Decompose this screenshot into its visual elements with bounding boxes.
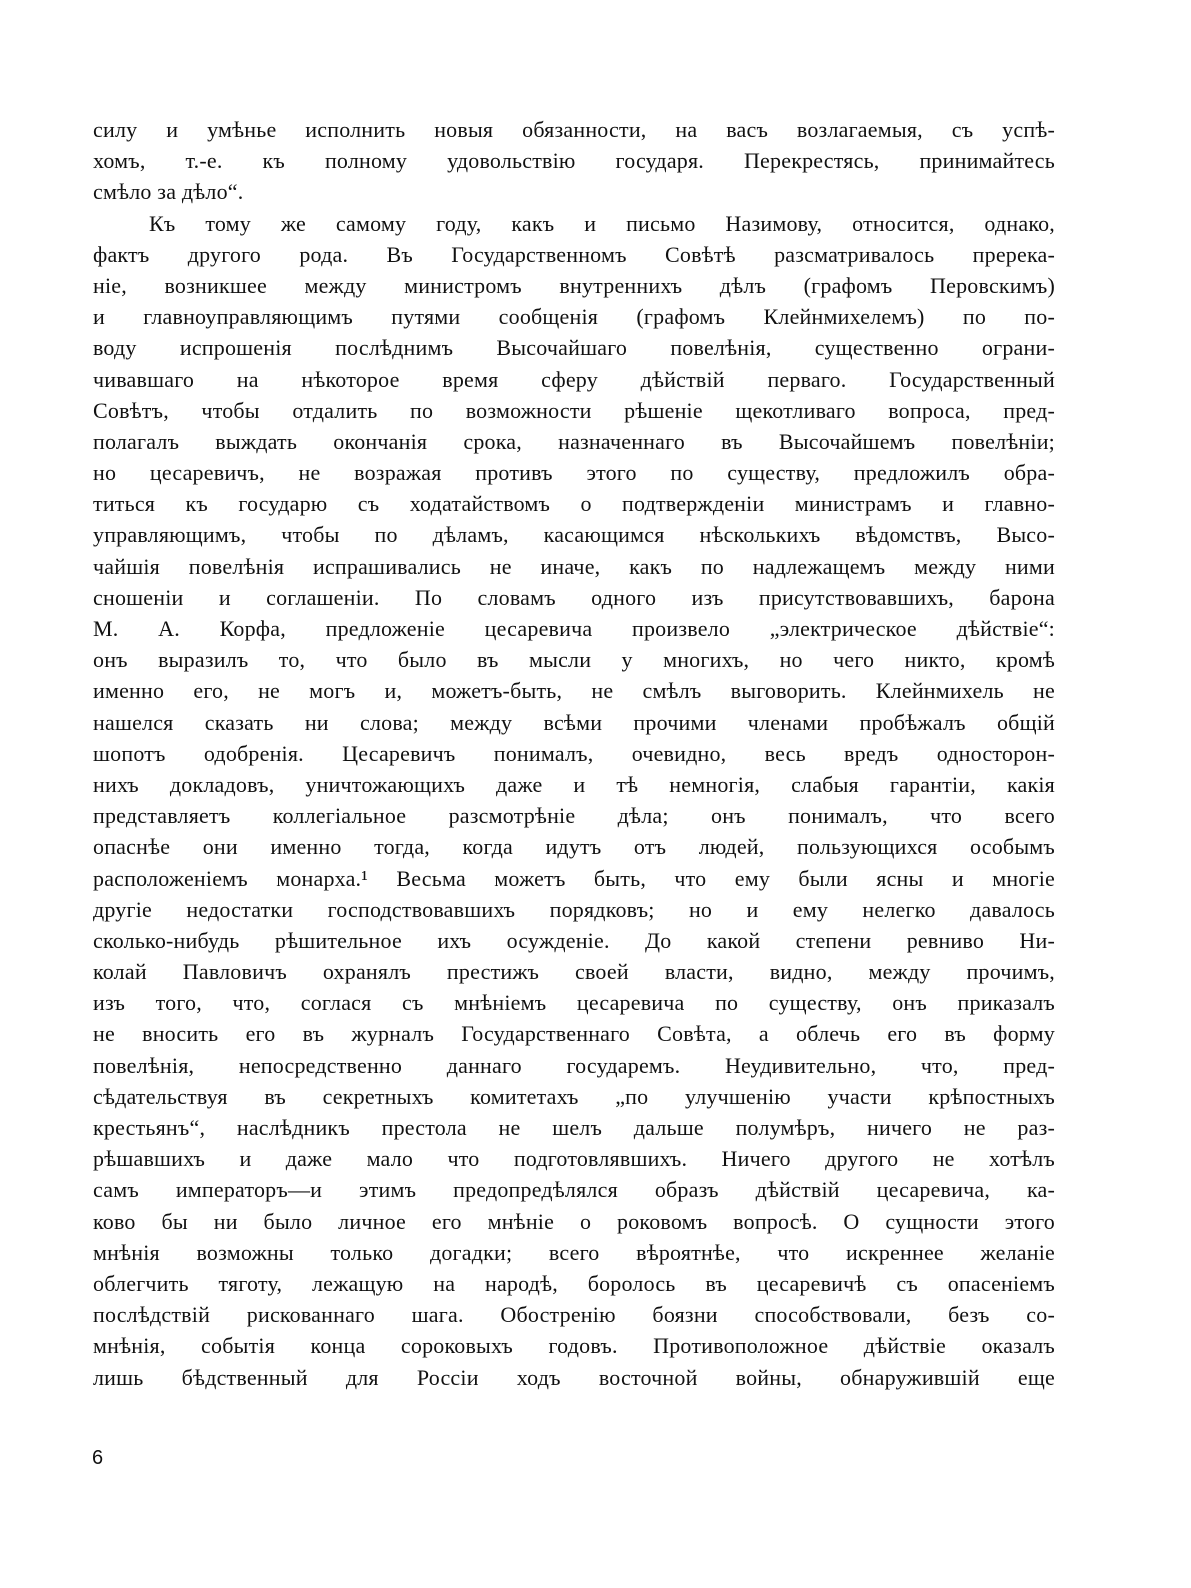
text-line: но цесаревичъ, не возражая противъ этого по существу, предложилъ обра- xyxy=(93,460,1055,486)
text-line: опаснѣе они именно тогда, когда идутъ отъ людей, пользующихся особымъ xyxy=(93,834,1055,860)
text-line: лишь бѣдственный для Россіи ходъ восточной войны, обнаружившій еще xyxy=(93,1364,1055,1390)
text-line: ково бы ни было личное его мнѣніе о роковомъ вопросѣ. О сущности этого xyxy=(93,1208,1055,1234)
text-line: и главноуправляющимъ путями сообщенія (графомъ Клейнмихелемъ) по по- xyxy=(93,304,1055,330)
text-line: чайшія повелѣнія испрашивались не иначе, какъ по надлежащемъ между ними xyxy=(93,553,1055,579)
text-line: не вносить его въ журналъ Государственнаго Совѣта, а облечь его въ форму xyxy=(93,1021,1055,1047)
text-line: рѣшавшихъ и даже мало что подготовлявшихъ. Ничего другого не хотѣлъ xyxy=(93,1146,1055,1172)
text-line: крестьянъ“, наслѣдникъ престола не шелъ дальше полумѣръ, ничего не раз- xyxy=(93,1115,1055,1140)
text-line: силу и умѣнье исполнить новыя обязанности, на васъ возлагаемыя, съ успѣ- xyxy=(93,117,1055,142)
text-line: хомъ, т.-е. къ полному удовольствію государя. Перекрестясь, принимайтесь xyxy=(93,148,1055,174)
text-line: мнѣнія, событія конца сороковыхъ годовъ. Противоположное дѣйствіе оказалъ xyxy=(93,1333,1055,1359)
text-line: расположеніемъ монарха.¹ Весьма можетъ быть, что ему были ясны и многіе xyxy=(93,865,1055,891)
body-text xyxy=(93,114,1055,1393)
text-line: Къ тому же самому году, какъ и письмо Назимову, относится, однако, xyxy=(149,210,1055,236)
text-line: управляющимъ, чтобы по дѣламъ, касающимся нѣсколькихъ вѣдомствъ, Высо- xyxy=(93,522,1055,548)
text-line: сколько-нибудь рѣшительное ихъ осужденіе. До какой степени ревниво Ни- xyxy=(93,927,1055,953)
text-line: нихъ докладовъ, уничтожающихъ даже и тѣ немногія, слабыя гарантіи, какія xyxy=(93,771,1055,797)
text-line: облегчить тяготу, лежащую на народѣ, боролось въ цесаревичѣ съ опасеніемъ xyxy=(93,1270,1055,1296)
text-line: смѣло за дѣло“. xyxy=(93,179,244,205)
text-line: другіе недостатки господствовавшихъ порядковъ; но и ему нелегко давалось xyxy=(93,896,1055,922)
text-line: мнѣнія возможны только догадки; всего вѣроятнѣе, что искреннее желаніе xyxy=(93,1239,1055,1265)
text-line: ніе, возникшее между министромъ внутреннихъ дѣлъ (графомъ Перовскимъ) xyxy=(93,272,1055,298)
text-line: сношеніи и соглашеніи. По словамъ одного изъ присутствовавшихъ, барона xyxy=(93,584,1055,610)
text-line: полагалъ выждать окончанія срока, назначеннаго въ Высочайшемъ повелѣніи; xyxy=(93,428,1055,454)
text-line: изъ того, что, соглася съ мнѣніемъ цесаревича по существу, онъ приказалъ xyxy=(93,990,1055,1016)
text-line: нашелся сказать ни слова; между всѣми прочими членами пробѣжалъ общій xyxy=(93,709,1055,735)
text-line: чивавшаго на нѣкоторое время сферу дѣйствій перваго. Государственный xyxy=(93,366,1055,392)
text-line: воду испрошенія послѣднимъ Высочайшаго повелѣнія, существенно ограни- xyxy=(93,335,1055,361)
text-line: представляетъ коллегіальное разсмотрѣніе дѣла; онъ понималъ, что всего xyxy=(93,803,1055,829)
text-line: М. А. Корфа, предложеніе цесаревича произвело „электрическое дѣйствіе“: xyxy=(93,616,1055,641)
paragraph xyxy=(93,208,1055,1393)
paragraph-continuation xyxy=(93,114,1055,208)
text-line: повелѣнія, непосредственно даннаго государемъ. Неудивительно, что, пред- xyxy=(93,1052,1055,1078)
text-line: титься къ государю съ ходатайствомъ о подтвержденіи министрамъ и главно- xyxy=(93,491,1055,517)
text-line: сѣдательствуя въ секретныхъ комитетахъ „по улучшенію участи крѣпостныхъ xyxy=(93,1083,1055,1109)
text-line: самъ императоръ—и этимъ предопредѣлялся образъ дѣйствій цесаревича, ка- xyxy=(93,1177,1055,1203)
text-line: послѣдствій рискованнаго шага. Обостренію боязни способствовали, безъ со- xyxy=(93,1302,1055,1328)
text-line: Совѣтъ, чтобы отдалить по возможности рѣшеніе щекотливаго вопроса, пред- xyxy=(93,397,1055,423)
text-line: колай Павловичъ охранялъ престижъ своей власти, видно, между прочимъ, xyxy=(93,959,1055,985)
text-line: именно его, не могъ и, можетъ-быть, не смѣлъ выговорить. Клейнмихель не xyxy=(93,678,1055,704)
page-number: 6 xyxy=(92,1447,104,1469)
text-line: шопотъ одобренія. Цесаревичъ понималъ, очевидно, весь вредъ односторон- xyxy=(93,740,1055,766)
text-line: онъ выразилъ то, что было въ мысли у многихъ, но чего никто, кромѣ xyxy=(93,647,1055,673)
text-line: фактъ другого рода. Въ Государственномъ Совѣтѣ разсматривалось пререка- xyxy=(93,241,1055,267)
